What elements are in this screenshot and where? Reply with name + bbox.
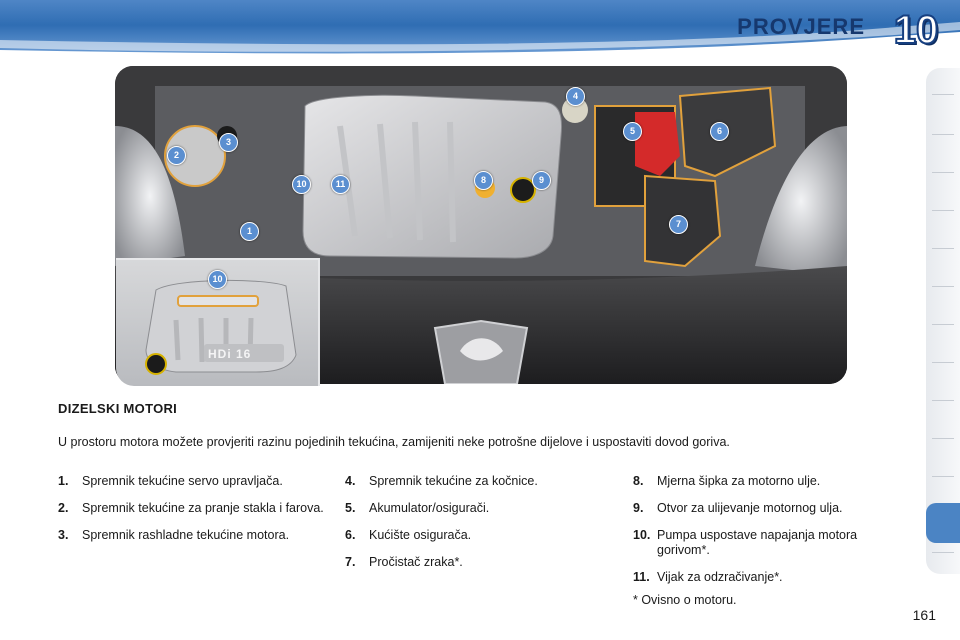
- callout-7: 7: [669, 215, 688, 234]
- footnote: * Ovisno o motoru.: [633, 593, 737, 607]
- chapter-tab[interactable]: [932, 552, 954, 553]
- legend-item: [58, 528, 333, 543]
- callout-8: 8: [474, 171, 493, 190]
- legend-number: 9.: [633, 501, 644, 515]
- legend-item: [58, 474, 333, 489]
- callout-10: 10: [292, 175, 311, 194]
- legend-item: [633, 501, 893, 516]
- callout-5: 5: [623, 122, 642, 141]
- callout-11: 11: [331, 175, 350, 194]
- legend-text: Akumulator/osigurači.: [369, 501, 490, 515]
- legend-item: [345, 555, 595, 570]
- legend-number: 6.: [345, 528, 356, 542]
- legend-item: [633, 570, 893, 585]
- legend-text: Spremnik tekućine servo upravljača.: [82, 474, 283, 488]
- legend-item: [345, 474, 595, 489]
- callout-4: 4: [566, 87, 585, 106]
- chapter-tab[interactable]: [932, 438, 954, 439]
- chapter-tab[interactable]: [932, 362, 954, 363]
- legend-text: Pročistač zraka*.: [369, 555, 463, 569]
- legend-item: [58, 501, 333, 516]
- legend-number: 2.: [58, 501, 69, 515]
- callout-3: 3: [219, 133, 238, 152]
- legend-text: Spremnik rashladne tekućine motora.: [82, 528, 290, 542]
- legend-number: 1.: [58, 474, 69, 488]
- chapter-tab[interactable]: [932, 476, 954, 477]
- legend-item: [633, 528, 893, 558]
- intro-paragraph: U prostoru motora možete provjeriti razinu pojedinih tekućina, zamijeniti neke potrošne dijelove i uspostaviti dovod goriva.: [58, 435, 730, 449]
- chapter-tab-strip: [926, 68, 960, 574]
- legend-text: Spremnik tekućine za pranje stakla i farova.: [82, 501, 324, 515]
- chapter-tab[interactable]: [932, 134, 954, 135]
- callout-1: 1: [240, 222, 259, 241]
- header-band: [0, 0, 960, 56]
- legend-text: Vijak za odzračivanje*.: [657, 570, 783, 584]
- chapter-tab-active[interactable]: [926, 503, 960, 543]
- legend-column-3: [633, 474, 893, 597]
- chapter-tab[interactable]: [932, 400, 954, 401]
- chapter-tab[interactable]: [932, 172, 954, 173]
- chapter-tab[interactable]: [932, 94, 954, 95]
- legend-number: 3.: [58, 528, 69, 542]
- legend-text: Otvor za ulijevanje motornog ulja.: [657, 501, 843, 515]
- legend-text: Pumpa uspostave napajanja motora gorivom*.: [657, 528, 858, 557]
- callout-2: 2: [167, 146, 186, 165]
- legend-item: [345, 501, 595, 516]
- chapter-tab[interactable]: [932, 324, 954, 325]
- legend-item: [345, 528, 595, 543]
- legend-number: 5.: [345, 501, 356, 515]
- callout-9: 9: [532, 171, 551, 190]
- chapter-tab[interactable]: [932, 210, 954, 211]
- legend-number: 11.: [633, 570, 650, 584]
- legend-text: Spremnik tekućine za kočnice.: [369, 474, 538, 488]
- legend-column-2: [345, 474, 595, 582]
- inset-callout-10: 10: [208, 270, 227, 289]
- page-number: 161: [912, 607, 936, 623]
- chapter-title: PROVJERE: [737, 14, 865, 39]
- inset-engine-label: HDi 16: [208, 347, 252, 361]
- callout-6: 6: [710, 122, 729, 141]
- legend-text: Mjerna šipka za motorno ulje.: [657, 474, 821, 488]
- legend-column-1: [58, 474, 333, 555]
- legend-number: 10.: [633, 528, 651, 542]
- chapter-number-badge: 10: [893, 8, 939, 52]
- legend-number: 4.: [345, 474, 356, 488]
- legend-number: 7.: [345, 555, 356, 569]
- chapter-tab[interactable]: [932, 248, 954, 249]
- chapter-tab[interactable]: [932, 286, 954, 287]
- section-title: DIZELSKI MOTORI: [58, 401, 178, 416]
- inset-engine-cover: [116, 258, 320, 386]
- legend-text: Kućište osigurača.: [369, 528, 472, 542]
- legend-item: [633, 474, 893, 489]
- legend-number: 8.: [633, 474, 644, 488]
